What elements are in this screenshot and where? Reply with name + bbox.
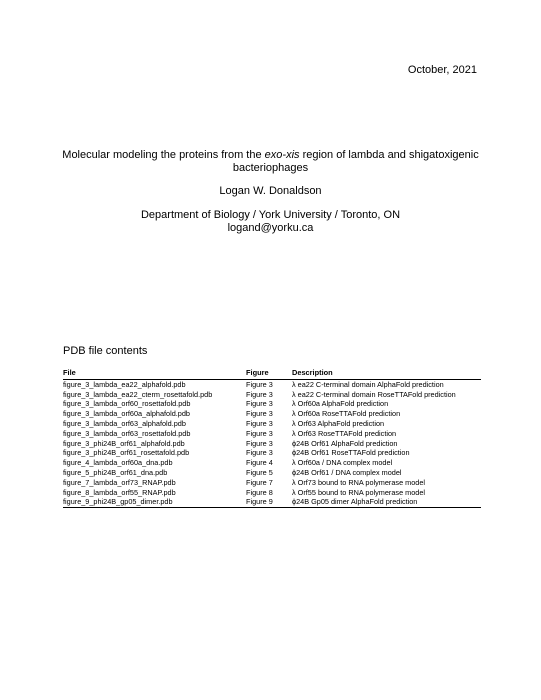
table-row — [63, 419, 481, 429]
table-row — [63, 458, 481, 468]
figure-cell: Figure 9 — [246, 497, 292, 507]
figure-cell: Figure 4 — [246, 458, 273, 468]
file-cell: figure_8_lambda_orf55_RNAP.pdb — [63, 487, 176, 497]
file-cell: figure_4_lambda_orf60a_dna.pdb — [63, 458, 173, 468]
file-cell: figure_9_phi24B_gp05_dimer.pdb — [63, 497, 246, 507]
description-cell: λ Orf73 bound to RNA polymerase model — [292, 477, 426, 487]
figure-cell: Figure 3 — [246, 379, 273, 389]
title-text-end: region of lambda and shigatoxigenic bacteriophages — [232, 149, 479, 174]
description-cell: ϕ24B Orf61 / DNA complex model — [292, 467, 402, 477]
file-cell: figure_3_phi24B_orf61_alphafold.pdb — [63, 438, 185, 448]
section-heading: PDB file contents — [63, 345, 148, 357]
figure-cell: Figure 3 — [246, 389, 273, 399]
file-cell: figure_3_lambda_orf60a_alphafold.pdb — [63, 409, 190, 419]
file-cell: figure_3_lambda_orf63_rosettafold.pdb — [63, 428, 191, 438]
table-row — [63, 379, 481, 389]
figure-cell: Figure 7 — [246, 477, 273, 487]
table-row — [63, 448, 481, 458]
description-cell: ϕ24B Orf61 RoseTTAFold prediction — [292, 448, 410, 458]
figure-cell: Figure 5 — [246, 467, 273, 477]
table-row — [63, 497, 481, 507]
description-cell: λ ea22 C-terminal domain AlphaFold prediction — [292, 379, 444, 389]
figure-cell: Figure 8 — [246, 487, 273, 497]
author-email: logand@yorku.ca — [227, 222, 314, 234]
description-cell: λ Orf63 RoseTTAFold prediction — [292, 428, 397, 438]
department-line: Department of Biology / York University / Toronto, ON — [140, 209, 401, 221]
description-cell: λ Orf63 AlphaFold prediction — [292, 418, 385, 428]
document-title — [60, 149, 481, 175]
file-cell: figure_3_lambda_orf63_alphafold.pdb — [63, 418, 186, 428]
title-text-emphasis: exo-xis — [264, 149, 300, 161]
description-cell: λ Orf60a / DNA complex model — [292, 458, 393, 468]
table-row — [63, 488, 481, 498]
file-cell: figure_3_lambda_orf60_rosettafold.pdb — [63, 399, 191, 409]
author-name: Logan W. Donaldson — [219, 185, 322, 197]
figure-cell: Figure 3 — [246, 438, 273, 448]
file-cell: figure_7_lambda_orf73_RNAP.pdb — [63, 477, 176, 487]
title-text-start: Molecular modeling the proteins from the — [62, 149, 265, 161]
table-row — [63, 409, 481, 419]
figure-cell: Figure 3 — [246, 428, 273, 438]
file-cell: figure_3_lambda_ea22_alphafold.pdb — [63, 379, 186, 389]
column-header-description: Description — [292, 368, 481, 379]
description-cell: λ ea22 C-terminal domain RoseTTAFold prediction — [292, 389, 456, 399]
figure-cell: Figure 3 — [246, 418, 273, 428]
figure-cell: Figure 3 — [246, 448, 273, 458]
pdb-file-table — [63, 368, 481, 508]
file-cell: figure_5_phi24B_orf61_dna.pdb — [63, 467, 168, 477]
table-row — [63, 468, 481, 478]
table-row — [63, 390, 481, 400]
table-row — [63, 399, 481, 409]
description-cell: λ Orf60a RoseTTAFold prediction — [292, 409, 401, 419]
author-affiliation — [60, 209, 481, 235]
document-date: October, 2021 — [407, 64, 477, 76]
description-cell: λ Orf60a AlphaFold prediction — [292, 399, 389, 409]
table-row — [63, 429, 481, 439]
figure-cell: Figure 3 — [246, 399, 273, 409]
description-cell: ϕ24B Orf61 AlphaFold prediction — [292, 438, 398, 448]
file-cell: figure_3_lambda_ea22_cterm_rosettafold.pdb — [63, 389, 213, 399]
description-cell: λ Orf55 bound to RNA polymerase model — [292, 487, 426, 497]
figure-cell: Figure 3 — [246, 409, 273, 419]
table-header-row — [63, 368, 481, 379]
description-cell: ϕ24B Gp05 dimer AlphaFold prediction — [292, 497, 481, 507]
file-cell: figure_3_phi24B_orf61_rosettafold.pdb — [63, 448, 190, 458]
table-row — [63, 439, 481, 449]
column-header-file: File — [63, 368, 246, 379]
table-row — [63, 478, 481, 488]
column-header-figure: Figure — [246, 368, 292, 379]
